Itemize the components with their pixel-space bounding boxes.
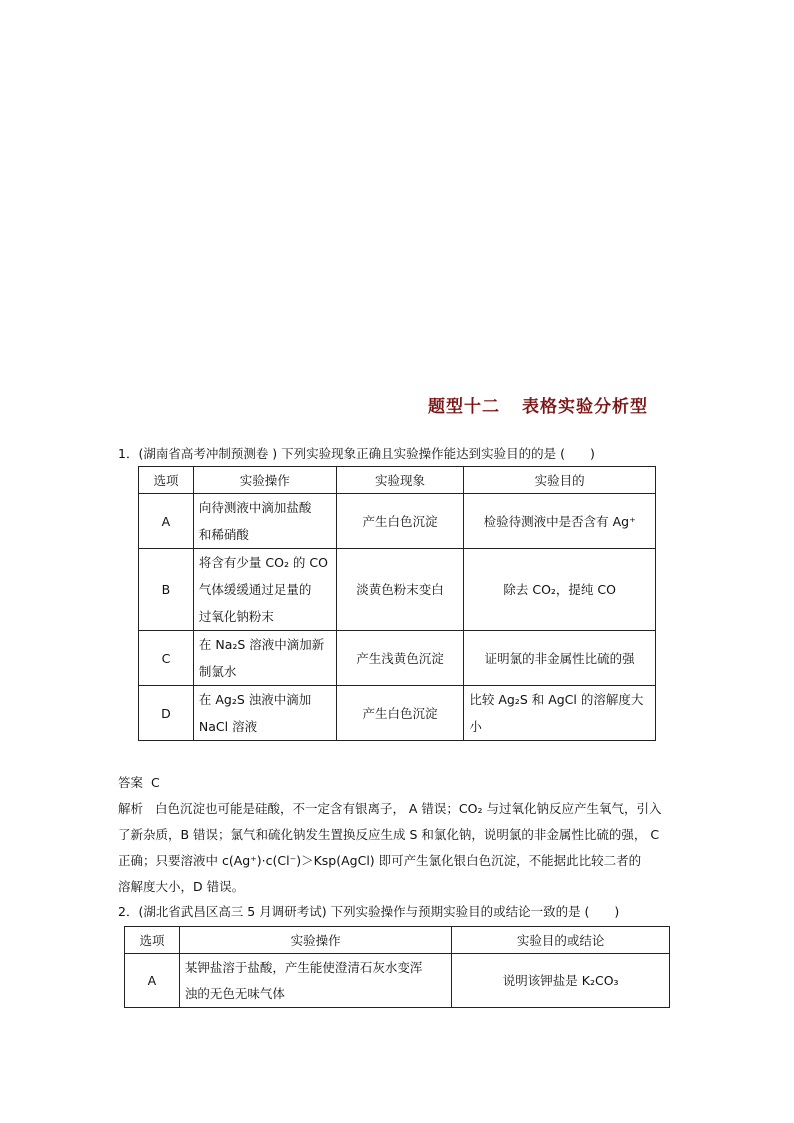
row-option: C — [139, 631, 194, 686]
row-operation — [193, 549, 336, 631]
row-purpose: 说明该钾盐是 K₂CO₃ — [452, 954, 670, 1008]
row-purpose — [464, 686, 656, 741]
row-phenomenon: 产生白色沉淀 — [336, 494, 464, 549]
question-1-table — [138, 466, 656, 741]
explanation-line: 溶解度大小，D 错误。 — [118, 879, 245, 894]
row-phenomenon: 产生白色沉淀 — [336, 686, 464, 741]
answer-label: 答案 — [118, 775, 144, 790]
row-operation — [193, 631, 336, 686]
row-option: D — [139, 686, 194, 741]
operation-line: 浊的无色无味气体 — [184, 985, 285, 1001]
header-purpose: 实验目的或结论 — [452, 927, 670, 954]
purpose-line: 比较 Ag₂S 和 AgCl 的溶解度大 — [469, 692, 644, 707]
row-operation — [179, 954, 451, 1008]
row-option: A — [139, 494, 194, 549]
row-operation — [193, 494, 336, 549]
row-purpose: 除去 CO₂，提纯 CO — [464, 549, 656, 631]
table-row — [139, 631, 656, 686]
operation-line: 某钾盐溶于盐酸，产生能使澄清石灰水变浑 — [184, 959, 423, 975]
header-option: 选项 — [125, 927, 180, 954]
table-row — [139, 686, 656, 741]
header-purpose: 实验目的 — [464, 467, 656, 494]
header-operation: 实验操作 — [179, 927, 451, 954]
explanation — [118, 796, 678, 900]
operation-line: NaCl 溶液 — [198, 719, 258, 734]
operation-line: 在 Ag₂S 浊液中滴加 — [198, 692, 312, 707]
purpose-line: 小 — [469, 719, 482, 734]
explanation-label: 解析 — [118, 801, 144, 816]
row-option: A — [125, 954, 180, 1008]
question-2-table — [124, 926, 670, 1008]
table-row — [139, 494, 656, 549]
explanation-text: 白色沉淀也可能是硅酸，不一定含有银离子， A 错误；CO₂ 与过氧化钠反应产生氧气，引入 — [154, 801, 662, 816]
operation-line: 将含有少量 CO₂ 的 CO — [198, 555, 328, 570]
header-phenomenon: 实验现象 — [336, 467, 464, 494]
explanation-line: 了新杂质，B 错误；氯气和硫化钠发生置换反应生成 S 和氯化钠，说明氯的非金属性比硫的强， C — [118, 827, 660, 842]
header-operation: 实验操作 — [193, 467, 336, 494]
table-row — [125, 954, 670, 1008]
question-1-stem: 1．(湖南省高考冲制预测卷 ) 下列实验现象正确且实验操作能达到实验目的的是 ( ) — [118, 446, 595, 461]
table-header-row — [139, 467, 656, 494]
header-option: 选项 — [139, 467, 194, 494]
operation-line: 过氧化钠粉末 — [198, 609, 274, 624]
question-2-stem: 2．(湖北省武昌区高三 5 月调研考试) 下列实验操作与预期实验目的或结论一致的是 ( ) — [118, 904, 620, 919]
row-phenomenon: 淡黄色粉末变白 — [336, 549, 464, 631]
operation-line: 制氯水 — [198, 664, 237, 679]
answer-value: C — [150, 775, 160, 790]
row-purpose: 证明氯的非金属性比硫的强 — [464, 631, 656, 686]
section-title-number: 题型十二 — [428, 397, 500, 417]
table-row — [139, 549, 656, 631]
operation-line: 和稀硝酸 — [198, 527, 249, 542]
row-purpose: 检验待测液中是否含有 Ag⁺ — [464, 494, 656, 549]
explanation-line — [118, 796, 678, 822]
operation-line: 向待测液中滴加盐酸 — [198, 500, 312, 515]
operation-line: 在 Na₂S 溶液中滴加新 — [198, 637, 325, 652]
answer-line — [118, 770, 678, 796]
row-phenomenon: 产生浅黄色沉淀 — [336, 631, 464, 686]
row-option: B — [139, 549, 194, 631]
table-header-row — [125, 927, 670, 954]
section-title — [428, 392, 648, 417]
explanation-line: 正确；只要溶液中 c(Ag⁺)·c(Cl⁻)＞Ksp(AgCl) 即可产生氯化银白色沉淀，不能据此比较二者的 — [118, 853, 642, 868]
row-operation — [193, 686, 336, 741]
operation-line: 气体缓缓通过足量的 — [198, 582, 312, 597]
section-title-name: 表格实验分析型 — [522, 397, 648, 417]
